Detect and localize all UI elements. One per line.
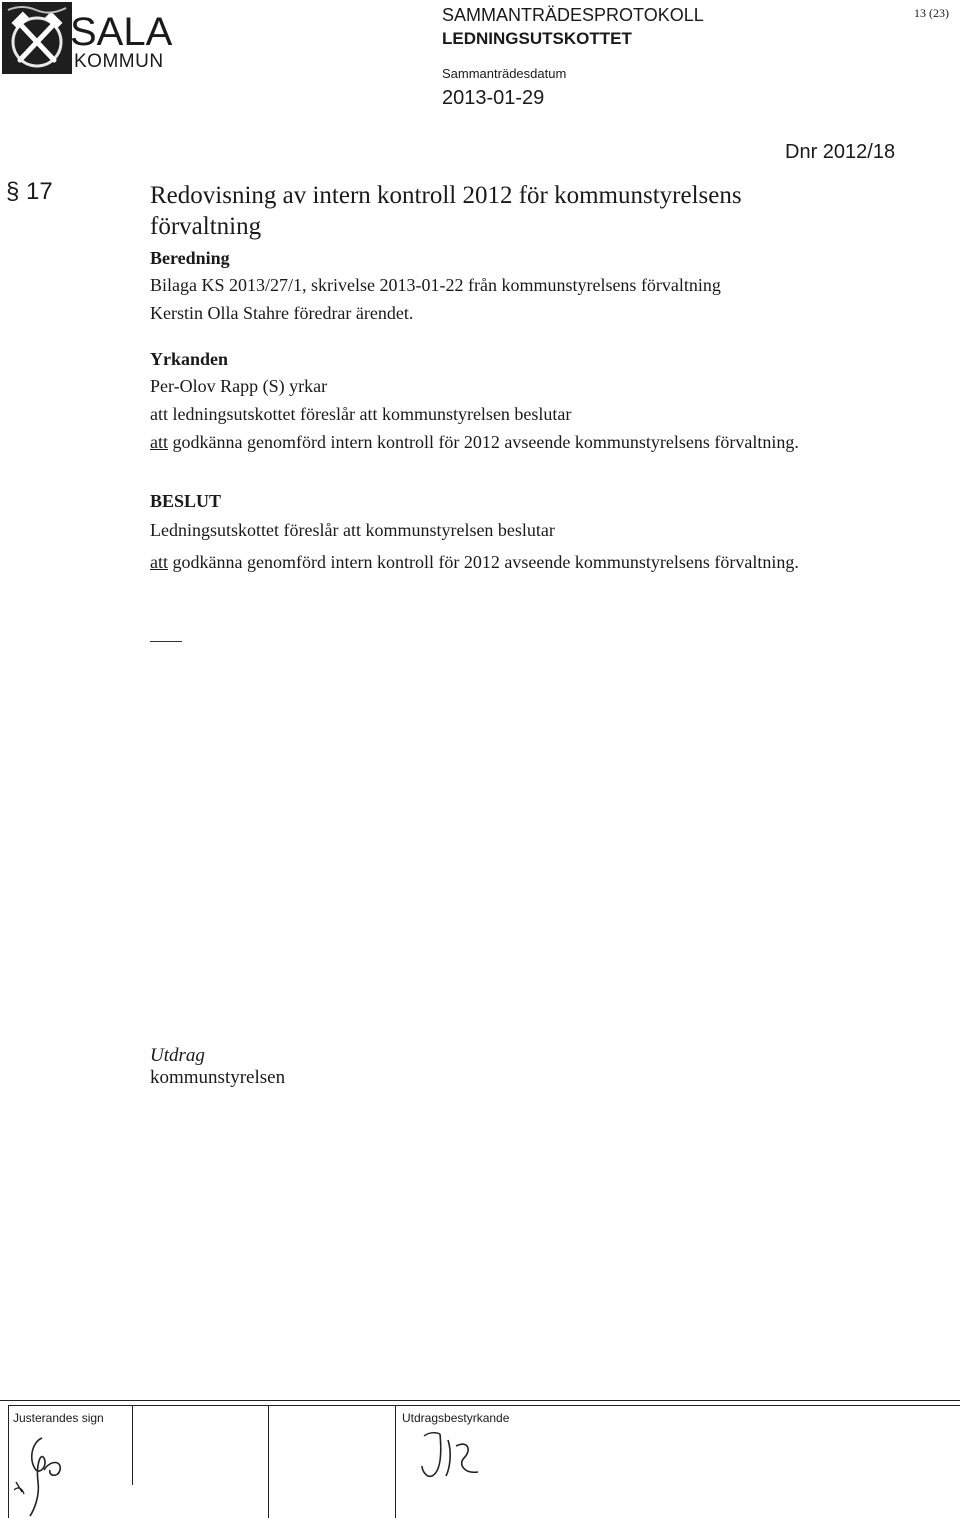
handwritten-signature-certifier [418, 1426, 498, 1496]
footer-inner-rule [8, 1405, 960, 1406]
distribution-label: Utdrag [150, 1045, 205, 1066]
signature-footer [0, 1400, 960, 1518]
yrkanden-proposal-text: godkänna genomförd intern kontroll för 2012 avseende kommunstyrelsens förvaltning. [168, 432, 799, 452]
att-keyword: att [150, 552, 168, 572]
page-number: 13 (23) [914, 6, 949, 20]
beslut-body [150, 516, 890, 576]
paragraph-number: § 17 [6, 178, 53, 205]
footer-top-rule [0, 1400, 960, 1401]
logo-subtitle: KOMMUN [74, 51, 164, 72]
beslut-decision [150, 548, 890, 576]
crossed-hammers-icon [2, 2, 72, 74]
footer-divider [395, 1405, 396, 1518]
beslut-heading: BESLUT [150, 491, 222, 511]
utdragsbestyrkande-label: Utdragsbestyrkande [402, 1411, 510, 1425]
distribution-recipient: kommunstyrelsen [150, 1067, 286, 1088]
beredning-line: Bilaga KS 2013/27/1, skrivelse 2013-01-22 från kommunstyrelsens förvaltning [150, 275, 721, 295]
yrkanden-intro: att ledningsutskottet föreslår att kommunstyrelsen beslutar [150, 404, 572, 424]
meeting-date-label: Sammanträdesdatum [442, 66, 567, 81]
footer-divider [268, 1405, 269, 1518]
document-type: SAMMANTRÄDESPROTOKOLL [442, 5, 704, 25]
yrkanden-body [150, 372, 890, 456]
logo-name: SALA [70, 10, 173, 54]
section-end-dash [150, 641, 182, 642]
yrkanden-proposer: Per-Olov Rapp (S) yrkar [150, 376, 328, 396]
att-keyword: att [150, 432, 168, 452]
municipality-logo-emblem [2, 2, 72, 74]
beslut-decision-text: godkänna genomförd intern kontroll för 2012 avseende kommunstyrelsens förvaltning. [168, 552, 799, 572]
meeting-date-value: 2013-01-29 [442, 87, 545, 109]
beredning-heading: Beredning [150, 248, 230, 268]
committee-name: LEDNINGSUTSKOTTET [442, 29, 632, 48]
handwritten-signature-initials [14, 1430, 74, 1518]
yrkanden-heading: Yrkanden [150, 349, 229, 369]
beredning-line: Kerstin Olla Stahre föredrar ärendet. [150, 303, 414, 323]
yrkanden-proposal [150, 428, 890, 456]
beslut-intro: Ledningsutskottet föreslår att kommunstyrelsen beslutar [150, 520, 555, 540]
beredning-body [150, 271, 890, 327]
footer-divider [132, 1405, 133, 1485]
footer-divider [8, 1405, 9, 1518]
case-title: Redovisning av intern kontroll 2012 för kommunstyrelsens förvaltning [150, 182, 742, 240]
case-number: Dnr 2012/18 [785, 141, 896, 163]
justerandes-sign-label: Justerandes sign [13, 1411, 104, 1425]
